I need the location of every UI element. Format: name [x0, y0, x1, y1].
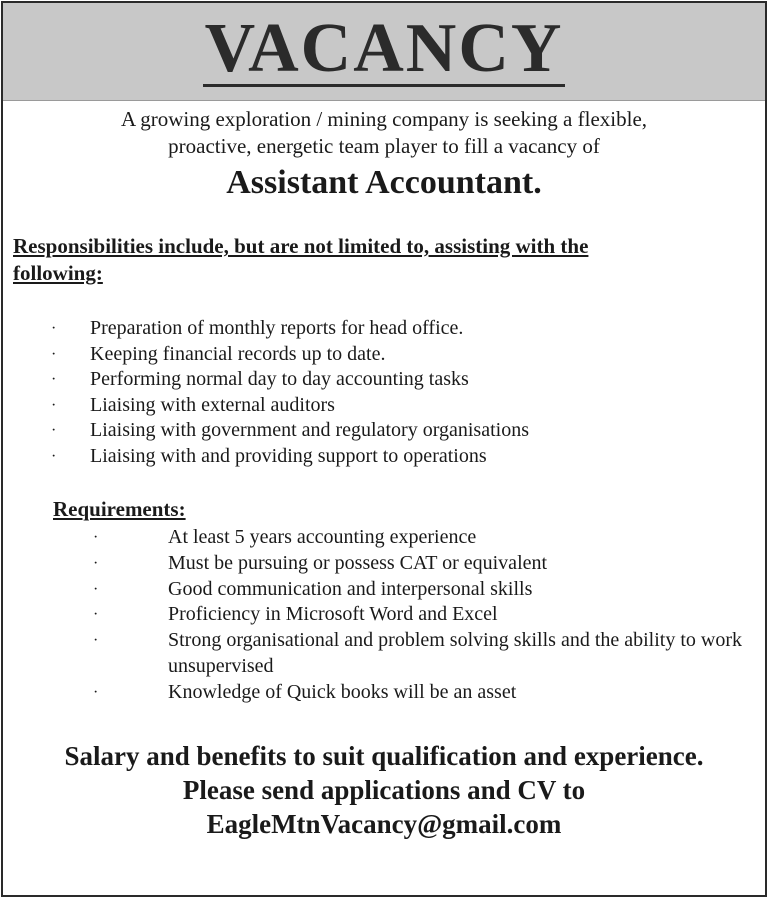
vacancy-advertisement: [1, 1, 767, 897]
position-title: Assistant Accountant.: [226, 164, 542, 201]
intro-line-2: proactive, energetic team player to fill a vacancy of: [168, 134, 600, 158]
requirement-text: Must be pursuing or possess CAT or equivalent: [168, 551, 548, 574]
bullet-icon: ·: [93, 554, 99, 572]
list-item: [93, 577, 743, 603]
list-item: [93, 551, 743, 577]
requirement-text: Strong organisational and problem solving skills and the ability to work unsupervised: [168, 629, 743, 677]
bullet-icon: ·: [93, 606, 99, 624]
list-item: [93, 628, 743, 680]
responsibility-text: Liaising with government and regulatory organisations: [90, 419, 529, 441]
requirement-text: Knowledge of Quick books will be an asset: [168, 680, 517, 703]
bullet-icon: ·: [51, 371, 57, 388]
apply-line: Please send applications and CV to: [182, 775, 586, 805]
requirement-text: Proficiency in Microsoft Word and Excel: [168, 603, 498, 626]
bullet-icon: ·: [51, 396, 57, 414]
responsibilities-heading-line-1: Responsibilities include, but are not limited to, assisting with the: [13, 234, 589, 258]
responsibilities-list: [51, 316, 529, 469]
requirements-list: [93, 525, 743, 706]
bullet-icon: ·: [93, 632, 99, 650]
list-item: [93, 680, 743, 706]
intro-text: [3, 106, 765, 160]
bullet-icon: ·: [51, 345, 57, 363]
requirement-text: Good communication and interpersonal skills: [168, 577, 533, 600]
bullet-icon: ·: [93, 529, 99, 546]
list-item: [51, 393, 529, 419]
responsibility-text: Liaising with and providing support to operations: [90, 444, 487, 467]
bullet-icon: ·: [51, 447, 57, 465]
responsibility-text: Preparation of monthly reports for head office.: [90, 317, 464, 339]
title-banner: [3, 3, 765, 101]
contact-email: EagleMtnVacancy@gmail.com: [206, 809, 562, 839]
responsibilities-heading: [13, 233, 755, 287]
list-item: [93, 602, 743, 628]
list-item: [51, 316, 529, 342]
requirement-text: At least 5 years accounting experience: [168, 526, 477, 548]
responsibility-text: Keeping financial records up to date.: [90, 342, 386, 365]
closing-text: [3, 739, 765, 841]
intro-line-1: A growing exploration / mining company is seeking a flexible,: [120, 107, 648, 131]
bullet-icon: ·: [51, 320, 57, 337]
responsibility-text: Liaising with external auditors: [90, 393, 335, 416]
list-item: [51, 342, 529, 368]
requirements-heading: Requirements:: [53, 497, 186, 521]
vacancy-heading-text: VACANCY: [204, 10, 564, 87]
bullet-icon: ·: [93, 683, 99, 701]
vacancy-heading: [3, 10, 765, 87]
responsibility-text: Performing normal day to day accounting tasks: [90, 368, 469, 390]
list-item: [51, 444, 529, 470]
list-item: [51, 418, 529, 444]
salary-line: Salary and benefits to suit qualification and experience.: [64, 741, 704, 771]
bullet-icon: ·: [93, 580, 99, 598]
list-item: [51, 367, 529, 393]
list-item: [93, 525, 743, 551]
responsibilities-heading-line-2: following:: [13, 261, 103, 285]
bullet-icon: ·: [51, 422, 57, 439]
